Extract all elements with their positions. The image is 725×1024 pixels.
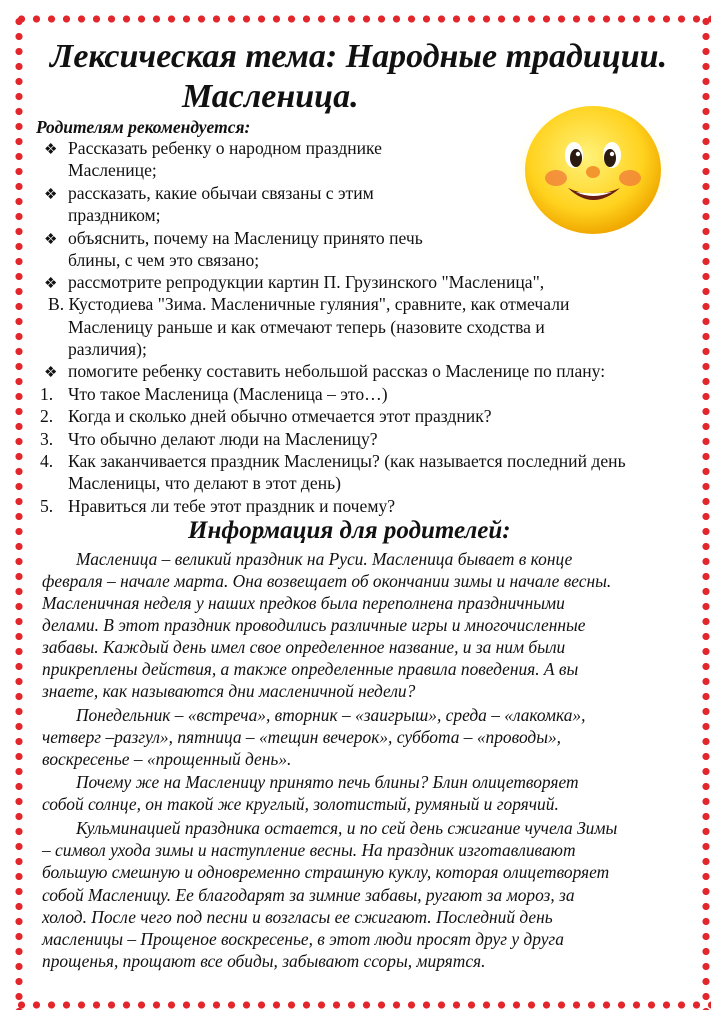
diamond-bullet-icon: ❖ [44,142,58,158]
info-line: Масленица – великий праздник на Руси. Масленица бывает в конце [76,549,573,569]
plan-item: 2. Когда и сколько дней обычно отмечается этот праздник? [40,406,492,426]
page-title-line2: Масленица. [182,78,359,115]
info-line: – символ ухода зимы и наступление весны. На праздник изготавливают [42,840,576,860]
list-item-cont: В. Кустодиева "Зима. Масленичные гуляния", сравните, как отмечали [48,294,570,314]
info-line: Масленичная неделя у наших предков была переполнена праздничными [42,593,565,613]
info-heading: Информация для родителей: [188,517,511,544]
list-item: ❖ помогите ребенку составить небольшой рассказ о Масленице по плану: [44,360,605,384]
info-line: февраля – начале марта. Она возвещает об окончании зимы и начале весны. [42,571,612,591]
info-line: большую смешную и одновременно страшную куклу, которая олицетворяет [42,862,610,882]
page-title-line1: Лексическая тема: Народные традиции. [50,38,668,75]
list-item-cont: блины, с чем это связано; [68,250,260,270]
info-line: прощенья, прощают все обиды, забывают ссоры, мирятся. [42,951,486,971]
dotted-border-bottom [14,1000,711,1010]
info-line: воскресенье – «прощенный день». [42,749,292,769]
dotted-border-right [701,14,711,1010]
info-line: четверг –разгул», пятница – «тещин вечерок», суббота – «проводы», [42,727,562,747]
list-item-cont: Масленице; [68,160,157,180]
diamond-bullet-icon: ❖ [44,232,58,248]
plan-item: 1. Что такое Масленица (Масленица – это…) [40,384,388,404]
info-line: холод. После чего под песни и возгласы ее сжигают. Последний день [42,907,553,927]
info-line: знаете, как называются дни масленичной недели? [42,681,416,701]
info-line: Понедельник – «встреча», вторник – «заигрыш», среда – «лакомка», [76,705,586,725]
list-item: ❖ рассмотрите репродукции картин П. Грузинского "Масленица", [44,271,544,295]
plan-item: 4. Как заканчивается праздник Масленицы? (как называется последний день [40,451,626,471]
diamond-bullet-icon: ❖ [44,187,58,203]
list-item-cont: Масленицу раньше и как отмечают теперь (назовите сходства и [68,317,545,337]
list-item: ❖ Рассказать ребенку о народном празднике [44,137,382,161]
list-item-cont: различия); [68,339,147,359]
plan-item: 5. Нравиться ли тебе этот праздник и почему? [40,496,396,516]
info-line: масленицы – Прощеное воскресенье, в этот люди просят друг у друга [42,929,564,949]
list-item: ❖ рассказать, какие обычаи связаны с этим [44,182,374,206]
sun-illustration [508,100,678,240]
dotted-border-top [14,14,711,24]
list-item-cont: праздником; [68,205,161,225]
recommend-heading: Родителям рекомендуется: [36,117,251,137]
diamond-bullet-icon: ❖ [44,365,58,381]
info-line: Кульминацией праздника остается, и по сей день сжигание чучела Зимы [76,818,618,838]
list-item: ❖ объяснить, почему на Масленицу принято печь [44,227,423,251]
info-line: делами. В этот праздник проводились различные игры и многочисленные [42,615,586,635]
info-line: забавы. Каждый день имел свое определенное название, и за ним были [42,637,566,657]
dotted-border-left [14,14,24,1010]
info-line: Почему же на Масленицу принято печь блины? Блин олицетворяет [76,772,579,792]
diamond-bullet-icon: ❖ [44,276,58,292]
info-line: прикреплены действия, а также определенные правила поведения. А вы [42,659,579,679]
plan-item: 3. Что обычно делают люди на Масленицу? [40,429,378,449]
info-line: собой Масленицу. Ее благодарят за зимние забавы, ругают за мороз, за [42,885,575,905]
plan-item-cont: Масленицы, что делают в этот день) [68,473,341,493]
info-line: собой солнце, он такой же круглый, золотистый, румяный и горячий. [42,794,559,814]
